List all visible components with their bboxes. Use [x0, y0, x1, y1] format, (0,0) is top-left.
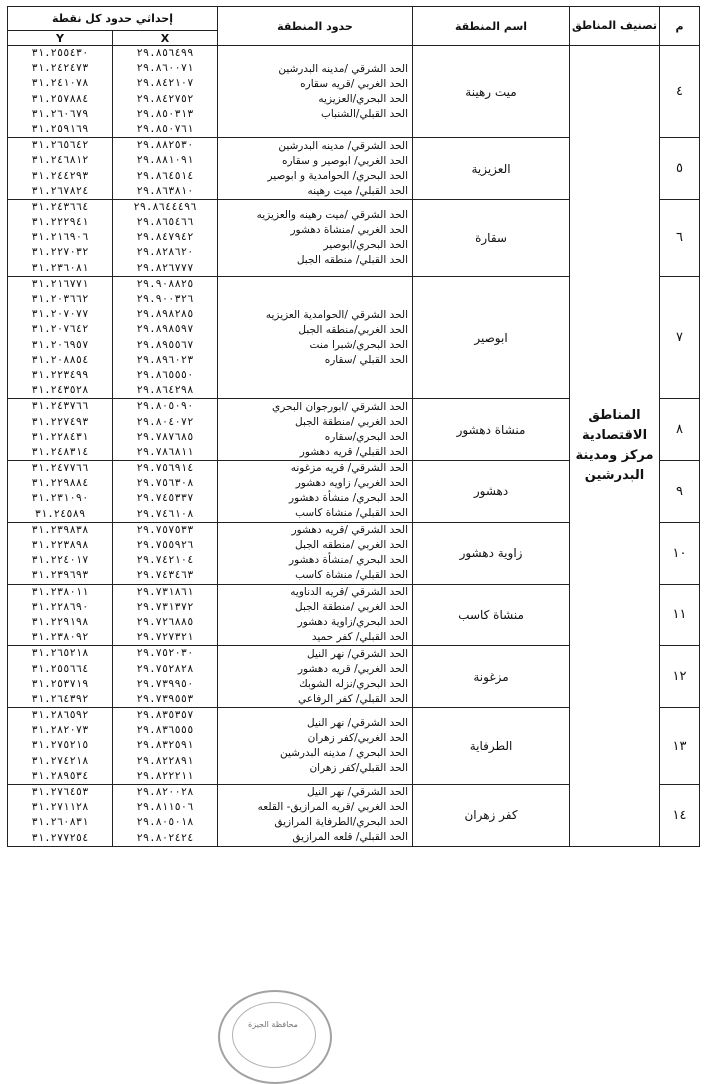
y-value: ٣١.٢٤٧٧٦٦ — [31, 462, 89, 475]
y-values — [8, 646, 113, 708]
official-stamp-inner — [232, 1002, 316, 1068]
y-value: ٣١.٢٢٤٠١٧ — [31, 554, 89, 567]
x-values — [113, 461, 218, 523]
area-name: مزغونة — [413, 646, 570, 708]
x-value: ٢٩.٧٤٥٣٣٧ — [136, 492, 194, 505]
boundaries-cell — [218, 785, 413, 847]
x-value: ٢٩.٧٣٩٥٥٣ — [136, 692, 194, 705]
y-value: ٣١.٢٦٠٦٧٩ — [31, 107, 89, 120]
x-values — [113, 522, 218, 584]
y-value: ٣١.٢٠٨٨٥٤ — [31, 353, 89, 366]
y-value: ٣١.٢٢٨٦٩٠ — [31, 600, 89, 613]
x-values — [113, 46, 218, 138]
y-values — [8, 276, 113, 399]
boundary-line: الحد البحري/شبرا منت — [309, 338, 409, 351]
y-value: ٣١.٢٤٨٣١٤ — [31, 445, 89, 458]
y-value: ٣١.٢٣٨٠٩٢ — [31, 631, 89, 644]
row-index: ١١ — [660, 584, 700, 646]
x-values — [113, 646, 218, 708]
boundary-line: الحد الشرقي/ قريه مزغونه — [290, 462, 409, 475]
boundary-line: الحد الشرقي /مدينه البدرشين — [278, 62, 409, 75]
boundary-line: الحد الغربي /منطقة الجبل — [295, 415, 409, 428]
x-value: ٢٩.٨٥٦٤٩٩ — [136, 47, 194, 59]
y-value: ٣١.٢٦٠٨٣١ — [31, 816, 89, 829]
x-value: ٢٩.٨٩٥٥٦٧ — [136, 338, 194, 351]
y-value: ٣١.٢١٦٧٧١ — [31, 277, 89, 290]
x-value: ٢٩.٧٣١٨٦١ — [136, 585, 194, 598]
y-value: ٣١.٢٢٣٤٩٩ — [31, 368, 89, 381]
x-values — [113, 584, 218, 646]
x-value: ٢٩.٧٥٧٥٣٣ — [136, 523, 194, 536]
boundary-line: الحد القبلي/ قلعه المرازيق — [292, 831, 409, 844]
boundary-line: الحد البحري/زاوية دهشور — [297, 615, 409, 628]
boundary-line: الحد الغربي/ زاويه دهشور — [295, 477, 409, 490]
y-value: ٣١.٢٢٩٨٨٤ — [31, 477, 89, 490]
row-index: ٨ — [660, 399, 700, 461]
x-value: ٢٩.٨٦٣٨١٠ — [136, 184, 194, 197]
y-value: ٣١.٢١٦٩٠٦ — [31, 231, 89, 244]
area-name-header: اسم المنطقة — [413, 7, 570, 46]
y-header: Y — [8, 31, 113, 46]
y-value: ٣١.٢٢٢٩٤١ — [31, 216, 89, 229]
boundary-line: الحد الغربي/ قريه دهشور — [297, 662, 409, 675]
boundary-line: الحد البحري/ الحوامدية و ابوصير — [267, 169, 409, 182]
row-index: ١٢ — [660, 646, 700, 708]
x-value: ٢٩.٧٣١٣٧٢ — [136, 600, 194, 613]
row-index: ٩ — [660, 461, 700, 523]
y-value: ٣١.٢٢٩١٩٨ — [31, 615, 89, 628]
y-value: ٣١.٢٤٣٧٦٦ — [31, 400, 89, 413]
boundary-line: الحد القبلي/ منطقه الجبل — [296, 253, 409, 266]
row-index: ٥ — [660, 138, 700, 200]
x-value: ٢٩.٨٣٢٥٩١ — [136, 739, 194, 752]
y-value: ٣١.٢٥٩١٦٩ — [31, 122, 89, 135]
x-value: ٢٩.٨٠٤٠٧٢ — [136, 415, 194, 428]
boundary-line: الحد البحري/سقاره — [324, 430, 409, 443]
area-name: دهشور — [413, 461, 570, 523]
y-values — [8, 461, 113, 523]
x-value: ٢٩.٧٤٣٤٦٣ — [136, 569, 194, 582]
x-values — [113, 708, 218, 785]
boundary-line: الحد الشرقي/ نهر النيل — [307, 717, 409, 730]
x-value: ٢٩.٧٢٧٣٢١ — [136, 631, 194, 644]
boundary-line: الحد القبلي/الشنباب — [321, 107, 409, 120]
area-name: منشاة كاسب — [413, 584, 570, 646]
coords-header: إحداثي حدود كل نقطة — [8, 7, 218, 31]
boundary-line: الحد البحري/الطرفاية المرازيق — [274, 816, 409, 829]
y-value: ٣١.٢٧٧٢٥٤ — [31, 831, 89, 844]
boundary-line: الحد القبلي/ قريه دهشور — [299, 445, 409, 458]
x-value: ٢٩.٨٩٦٠٢٣ — [136, 353, 194, 366]
boundaries-cell — [218, 46, 413, 138]
boundary-line: الحد القبلي/ منشاة كاسب — [295, 507, 409, 520]
x-value: ٢٩.٨٤٢١٠٧ — [136, 77, 194, 90]
y-values — [8, 522, 113, 584]
y-value: ٣١.٢٢٨٤٣١ — [31, 430, 89, 443]
boundaries-cell — [218, 461, 413, 523]
x-header: X — [113, 31, 218, 46]
x-value: ٢٩.٨٦٠٠٧١ — [136, 62, 194, 75]
area-name: منشاة دهشور — [413, 399, 570, 461]
y-value: ٣١.٢٧٦٤٥٣ — [31, 786, 89, 798]
x-value: ٢٩.٧٨٧٦٨٥ — [136, 430, 194, 443]
y-value: ٣١.٢٤٣٥٢٨ — [31, 384, 89, 397]
x-value: ٢٩.٨٤٢٧٥٢ — [136, 92, 194, 105]
y-value: ٣١.٢٤٣٦٦٤ — [31, 200, 89, 213]
boundary-line: الحد الغربي/ ابوصير و سقاره — [281, 154, 409, 167]
boundary-line: الحد الغربي /منطقه الجبل — [295, 539, 409, 552]
x-value: ٢٩.٨٨١٠٩١ — [136, 154, 194, 167]
boundary-line: الحد القبلي/ كفر الرفاعي — [297, 692, 409, 705]
boundary-line: الحد الشرقي/ نهر النيل — [307, 786, 409, 799]
x-value: ٢٩.٧٣٩٩٥٠ — [136, 677, 194, 690]
y-value: ٣١.٢٨٩٥٣٤ — [31, 769, 89, 782]
y-value: ٣١.٢٢٧٤٩٣ — [31, 415, 89, 428]
x-value: ٢٩.٨٥٠٣١٣ — [136, 107, 194, 120]
boundary-line: الحد الشرقي /قريه الدناويه — [290, 585, 409, 598]
x-value: ٢٩.٨٢٨٦٢٠ — [136, 246, 194, 259]
boundary-line: الحد الغربي /قريه سقاره — [300, 77, 409, 90]
x-value: ٢٩.٨٣٥٣٥٧ — [136, 709, 194, 722]
boundaries-header: حدود المنطقة — [218, 7, 413, 46]
x-value: ٢٩.٨٦٥٤٦٦ — [136, 216, 194, 229]
y-values — [8, 584, 113, 646]
x-value: ٢٩.٨٢٠٠٢٨ — [136, 786, 194, 798]
x-value: ٢٩.٨٩٨٥٩٧ — [136, 323, 194, 336]
x-value: ٢٩.٨٥٠٧٦١ — [136, 122, 194, 135]
x-value: ٢٩.٧٤٦١٠٨ — [136, 507, 194, 520]
area-name: كفر زهران — [413, 785, 570, 847]
y-value: ٣١.٢٣٩٦٩٣ — [31, 569, 89, 582]
x-value: ٢٩.٨٠٥٠١٨ — [136, 816, 194, 829]
area-name: زاوية دهشور — [413, 522, 570, 584]
boundary-line: الحد الشرقي/ مدينه البدرشين — [278, 139, 409, 152]
area-name: العزيزية — [413, 138, 570, 200]
boundary-line: الحد الشرقي/ نهر النيل — [307, 647, 409, 660]
x-value: ٢٩.٨١١٥٠٦ — [136, 801, 194, 814]
x-value: ٢٩.٧٥٦٩١٤ — [136, 462, 194, 475]
y-value: ٣١.٢٤١٠٧٨ — [31, 77, 89, 90]
y-value: ٣١.٢٧٥٢١٥ — [31, 739, 89, 752]
y-value: ٣١.٢٣٦٠٨١ — [31, 261, 89, 274]
y-value: ٣١.٢٠٧٠٧٧ — [31, 308, 89, 321]
y-value: ٣١.٢٢٣٨٩٨ — [31, 539, 89, 551]
boundaries-cell — [218, 708, 413, 785]
boundary-line: الحد الغربي /منشاة دهشور — [290, 223, 409, 236]
boundary-line: الحد البحري/نزله الشوبك — [299, 677, 409, 690]
y-values — [8, 785, 113, 847]
x-value: ٢٩.٩٠٨٨٢٥ — [136, 277, 194, 290]
y-value: ٣١.٢٦٥٦٤٢ — [31, 139, 89, 152]
stamp-text: محافظة الجيزة — [248, 1020, 298, 1029]
boundary-line: الحد البحري/ابوصير — [323, 238, 409, 251]
x-value: ٢٩.٨٤٧٩٤٢ — [136, 231, 194, 244]
x-value: ٢٩.٨٣٦٥٥٥ — [136, 724, 194, 737]
x-value: ٢٩.٧٥٢٨٢٨ — [136, 662, 194, 675]
y-value: ٣١.٢٨٢٠٧٣ — [31, 724, 89, 737]
x-values — [113, 399, 218, 461]
y-value: ٣١.٢٠٧٦٤٢ — [31, 323, 89, 336]
boundary-line: الحد القبلي/ كفر حميد — [311, 630, 409, 643]
boundary-line: الحد الغربي/كفر زهران — [307, 732, 409, 745]
row-index: ٦ — [660, 199, 700, 276]
row-index: ٧ — [660, 276, 700, 399]
y-value: ٣١.٢٢٧٠٣٢ — [31, 246, 89, 259]
x-value: ٢٩.٨٦٤٤٤٩٦ — [133, 200, 197, 213]
x-value: ٢٩.٧٥٦٣٠٨ — [136, 477, 194, 490]
y-values — [8, 138, 113, 200]
y-value: ٣١.٢٦٥٢١٨ — [31, 647, 89, 660]
x-value: ٢٩.٨٨٢٥٣٠ — [136, 139, 194, 152]
y-value: ٣١.٢٧١١٢٨ — [31, 801, 89, 814]
boundary-line: الحد القبلي/ ميت رهينه — [307, 184, 409, 197]
boundaries-cell — [218, 138, 413, 200]
x-value: ٢٩.٨٢٢٨٩١ — [136, 754, 194, 767]
x-value: ٢٩.٧٤٢١٠٤ — [136, 554, 194, 567]
boundaries-cell — [218, 584, 413, 646]
coordinates-table — [7, 6, 700, 847]
x-value: ٢٩.٨٢٢٢١١ — [136, 769, 194, 782]
x-value: ٢٩.٨٠٢٤٢٤ — [136, 831, 194, 844]
x-values — [113, 276, 218, 399]
boundary-line: الحد الشرقي /الحوامدية العزيزيه — [265, 308, 409, 321]
y-value: ٣١.٢٤٢٤٧٣ — [31, 62, 89, 75]
x-value: ٢٩.٨٢٦٧٧٧ — [136, 261, 194, 274]
y-value: ٣١.٢٤٥٨٩ — [34, 507, 86, 520]
boundary-line: الحد الغربي /منطقة الجبل — [295, 600, 409, 613]
y-value: ٣١.٢٥٥٦٦٤ — [31, 662, 89, 675]
boundary-line: الحد الشرقي /قريه دهشور — [291, 524, 409, 537]
y-value: ٣١.٢٣٩٨٣٨ — [31, 523, 89, 536]
area-name: الطرفاية — [413, 708, 570, 785]
boundary-line: الحد الغربي/منطقه الجبل — [298, 323, 409, 336]
boundary-line: الحد القبلي/ منشاة كاسب — [295, 569, 409, 582]
x-value: ٢٩.٧٢٦٨٨٥ — [136, 615, 194, 628]
y-values — [8, 199, 113, 276]
x-values — [113, 199, 218, 276]
boundary-line: الحد الغربي /قريه المرازيق- القلعه — [257, 801, 409, 814]
x-values — [113, 138, 218, 200]
y-value: ٣١.٢٤٤٢٩٣ — [31, 169, 89, 182]
y-value: ٣١.٢٠٣٦٦٢ — [31, 293, 89, 305]
x-value: ٢٩.٧٨٦٨١١ — [136, 445, 194, 458]
boundaries-cell — [218, 646, 413, 708]
row-index: ٤ — [660, 46, 700, 138]
y-value: ٣١.٢٣٨٠١١ — [31, 585, 89, 598]
x-value: ٢٩.٨٩٨٢٨٥ — [136, 308, 194, 321]
x-value: ٢٩.٧٥٢٠٣٠ — [136, 647, 194, 660]
row-index: ١٠ — [660, 522, 700, 584]
x-values — [113, 785, 218, 847]
y-value: ٣١.٢٨٦٥٩٢ — [31, 709, 89, 722]
boundaries-cell — [218, 199, 413, 276]
table-row — [8, 46, 700, 138]
x-value: ٢٩.٧٥٥٩٢٦ — [136, 539, 194, 551]
y-value: ٣١.٢٥٧٨٨٤ — [31, 92, 89, 105]
area-name: ابوصير — [413, 276, 570, 399]
classification-cell: المناطق الاقتصادية مركز ومدينة البدرشين — [570, 46, 660, 847]
row-index: ١٣ — [660, 708, 700, 785]
boundaries-cell — [218, 276, 413, 399]
area-name: سقارة — [413, 199, 570, 276]
y-values — [8, 399, 113, 461]
y-values — [8, 46, 113, 138]
boundary-line: الحد البحري / مدينه البدرشين — [279, 747, 409, 760]
x-value: ٢٩.٨٦٤٢٩٨ — [136, 384, 194, 397]
boundary-line: الحد الشرقي /ميت رهينه والعزيزيه — [256, 208, 409, 221]
y-value: ٣١.٢٦٤٣٩٢ — [31, 692, 89, 705]
y-value: ٣١.٢٣١٠٩٠ — [31, 492, 89, 505]
boundary-line: الحد القبلي /سقاره — [324, 353, 409, 366]
x-value: ٢٩.٨٦٤٥١٤ — [136, 169, 194, 182]
boundary-line: الحد البحري/ منشأة دهشور — [289, 492, 409, 505]
boundary-line: الحد البحري /منشأة دهشور — [289, 554, 409, 567]
x-value: ٢٩.٨٦٥٥٥٠ — [136, 368, 194, 381]
boundary-line: الحد القبلي/كفر زهران — [309, 762, 409, 775]
x-value: ٢٩.٩٠٠٣٢٦ — [136, 293, 194, 305]
y-value: ٣١.٢٥٣٧١٩ — [31, 677, 89, 690]
classification-header: تصنيف المناطق — [570, 7, 660, 46]
y-value: ٣١.٢٧٤٢١٨ — [31, 754, 89, 767]
boundary-line: الحد البحري/العزيزيه — [318, 92, 409, 105]
x-value: ٢٩.٨٠٥٠٩٠ — [136, 400, 194, 413]
row-index: ١٤ — [660, 785, 700, 847]
boundaries-cell — [218, 522, 413, 584]
y-value: ٣١.٢٥٥٤٣٠ — [31, 47, 89, 59]
y-value: ٣١.٢٠٦٩٥٧ — [31, 338, 89, 351]
area-name: ميت رهينة — [413, 46, 570, 138]
y-value: ٣١.٢٤٦٨١٢ — [31, 154, 89, 167]
y-value: ٣١.٢٦٧٨٢٤ — [31, 184, 89, 197]
y-values — [8, 708, 113, 785]
boundary-line: الحد الشرقي /ابورجوان البحري — [272, 400, 409, 413]
index-header: م — [660, 7, 700, 46]
boundaries-cell — [218, 399, 413, 461]
